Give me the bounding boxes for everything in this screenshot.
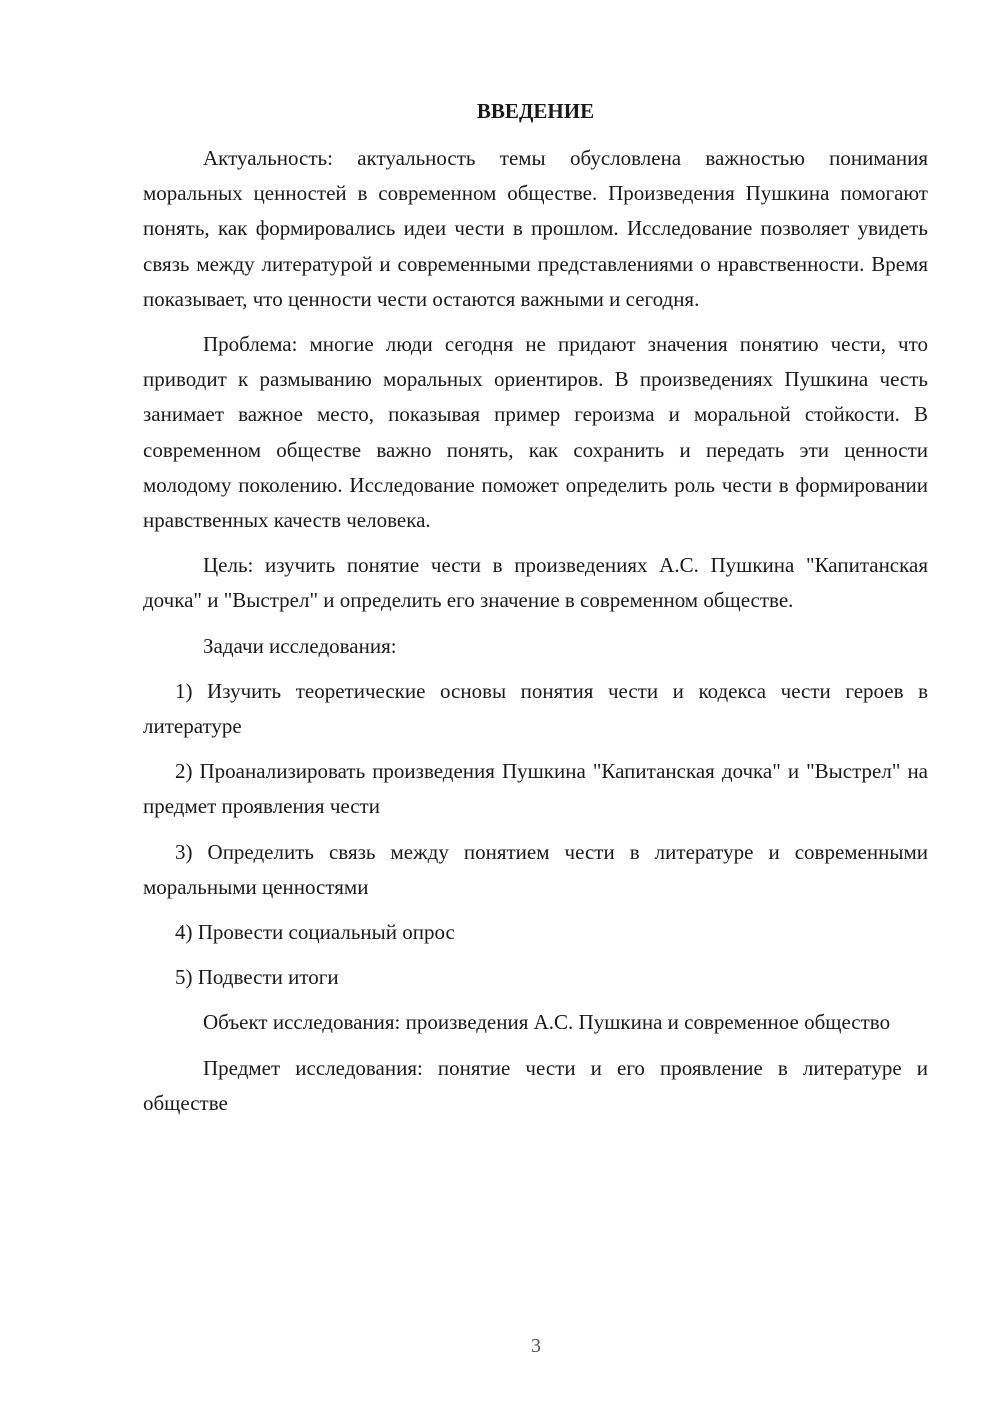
task-item-5: 5) Подвести итоги (175, 965, 339, 990)
tasks-heading: Задачи исследования: (203, 633, 397, 658)
relevance-paragraph: Актуальность: актуальность темы обусловлена важностью понимания моральных ценностей в современном обществе. Произведения Пушкина помогают понять, как формировались идеи чести в прошлом. Исследование позволяет увидеть связь между литературой и современными представлениями о нравственности. Время показывает, что ценности чести остаются важными и сегодня. (143, 146, 928, 311)
task-item-2: 2) Проанализировать произведения Пушкина "Капитанская дочка" и "Выстрел" на предмет проявления чести (143, 759, 928, 819)
task-item-1: 1) Изучить теоретические основы понятия чести и кодекса чести героев в литературе (143, 678, 928, 739)
problem-paragraph: Проблема: многие люди сегодня не придают значения понятию чести, что приводит к размыванию моральных ориентиров. В произведениях Пушкина честь занимает важное место, показывая пример героизма и моральной стойкости. В современном обществе важно понять, как сохранить и передать эти ценности молодому поколению. Исследование поможет определить роль чести в формировании нравственных качеств человека. (143, 332, 928, 533)
page-title: ВВЕДЕНИЕ (476, 99, 595, 123)
page-number: 3 (531, 1335, 541, 1357)
task-item-3: 3) Определить связь между понятием чести в литературе и современными моральными ценностями (143, 839, 928, 899)
goal-paragraph: Цель: изучить понятие чести в произведениях А.С. Пушкина "Капитанская дочка" и "Выстрел" и определить его значение в современном обществе. (143, 553, 928, 613)
task-item-4: 4) Провести социальный опрос (175, 920, 455, 945)
page-content (143, 96, 928, 1121)
object-paragraph: Объект исследования: произведения А.С. Пушкина и современное общество (203, 1010, 891, 1035)
subject-paragraph: Предмет исследования: понятие чести и его проявление в литературе и обществе (143, 1055, 928, 1115)
